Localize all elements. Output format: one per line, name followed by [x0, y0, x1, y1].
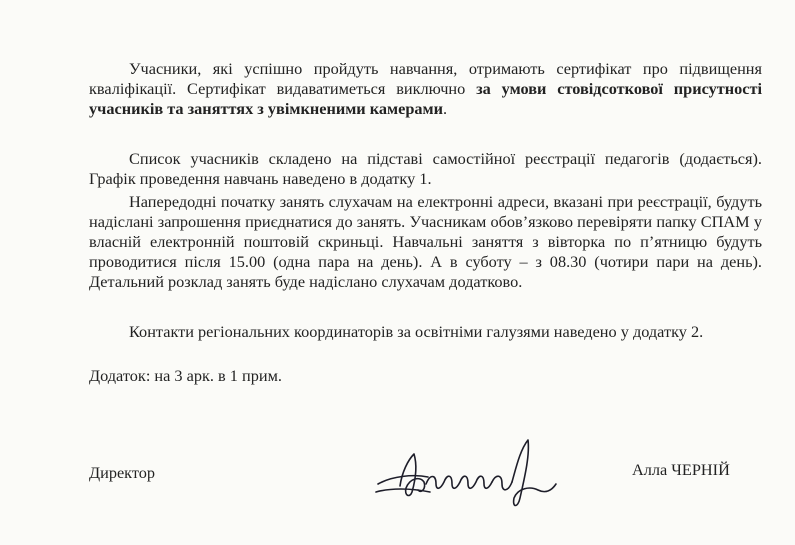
paragraph-certificate	[89, 59, 762, 119]
paragraph-invitations: Напередодні початку занять слухачам на електронні адреси, вказані при реєстрації, будуть надіслані запрошення приєднатися до занять. Учасникам обов’язково перевіряти папку СПАМ у власній електронній поштовій скриньці. Навчальні заняття з вівторка по п’ятницю будуть проводитися після 15.00 (одна пара на день). А в суботу – з 08.30 (чотири пари на день). Детальний розклад занять буде надіслано слухачам додатково.	[89, 192, 762, 291]
certificate-text-start: Учасники, які успішно пройдуть навчання, отримають сертифікат про підвищення кваліфікації. Сертифікат видаватиметься виключно	[89, 59, 762, 98]
position-label: Директор	[89, 463, 156, 482]
handwritten-signature	[370, 432, 570, 517]
paragraph-contacts: Контакти регіональних координаторів за освітніми галузями наведено у додатку 2.	[129, 322, 704, 341]
paragraph-participants: Список учасників складено на підставі самостійної реєстрації педагогів (додається). Графік проведення навчань наведено в додатку 1.	[89, 149, 762, 188]
certificate-text-end: .	[443, 99, 448, 118]
signer-name: Алла ЧЕРНІЙ	[632, 460, 730, 479]
certificate-condition-bold: за умови стовідсоткової присутності учасників та заняттях з увімкненими камерами	[89, 79, 762, 118]
paragraph-attachment: Додаток: на 3 арк. в 1 прим.	[89, 366, 282, 385]
